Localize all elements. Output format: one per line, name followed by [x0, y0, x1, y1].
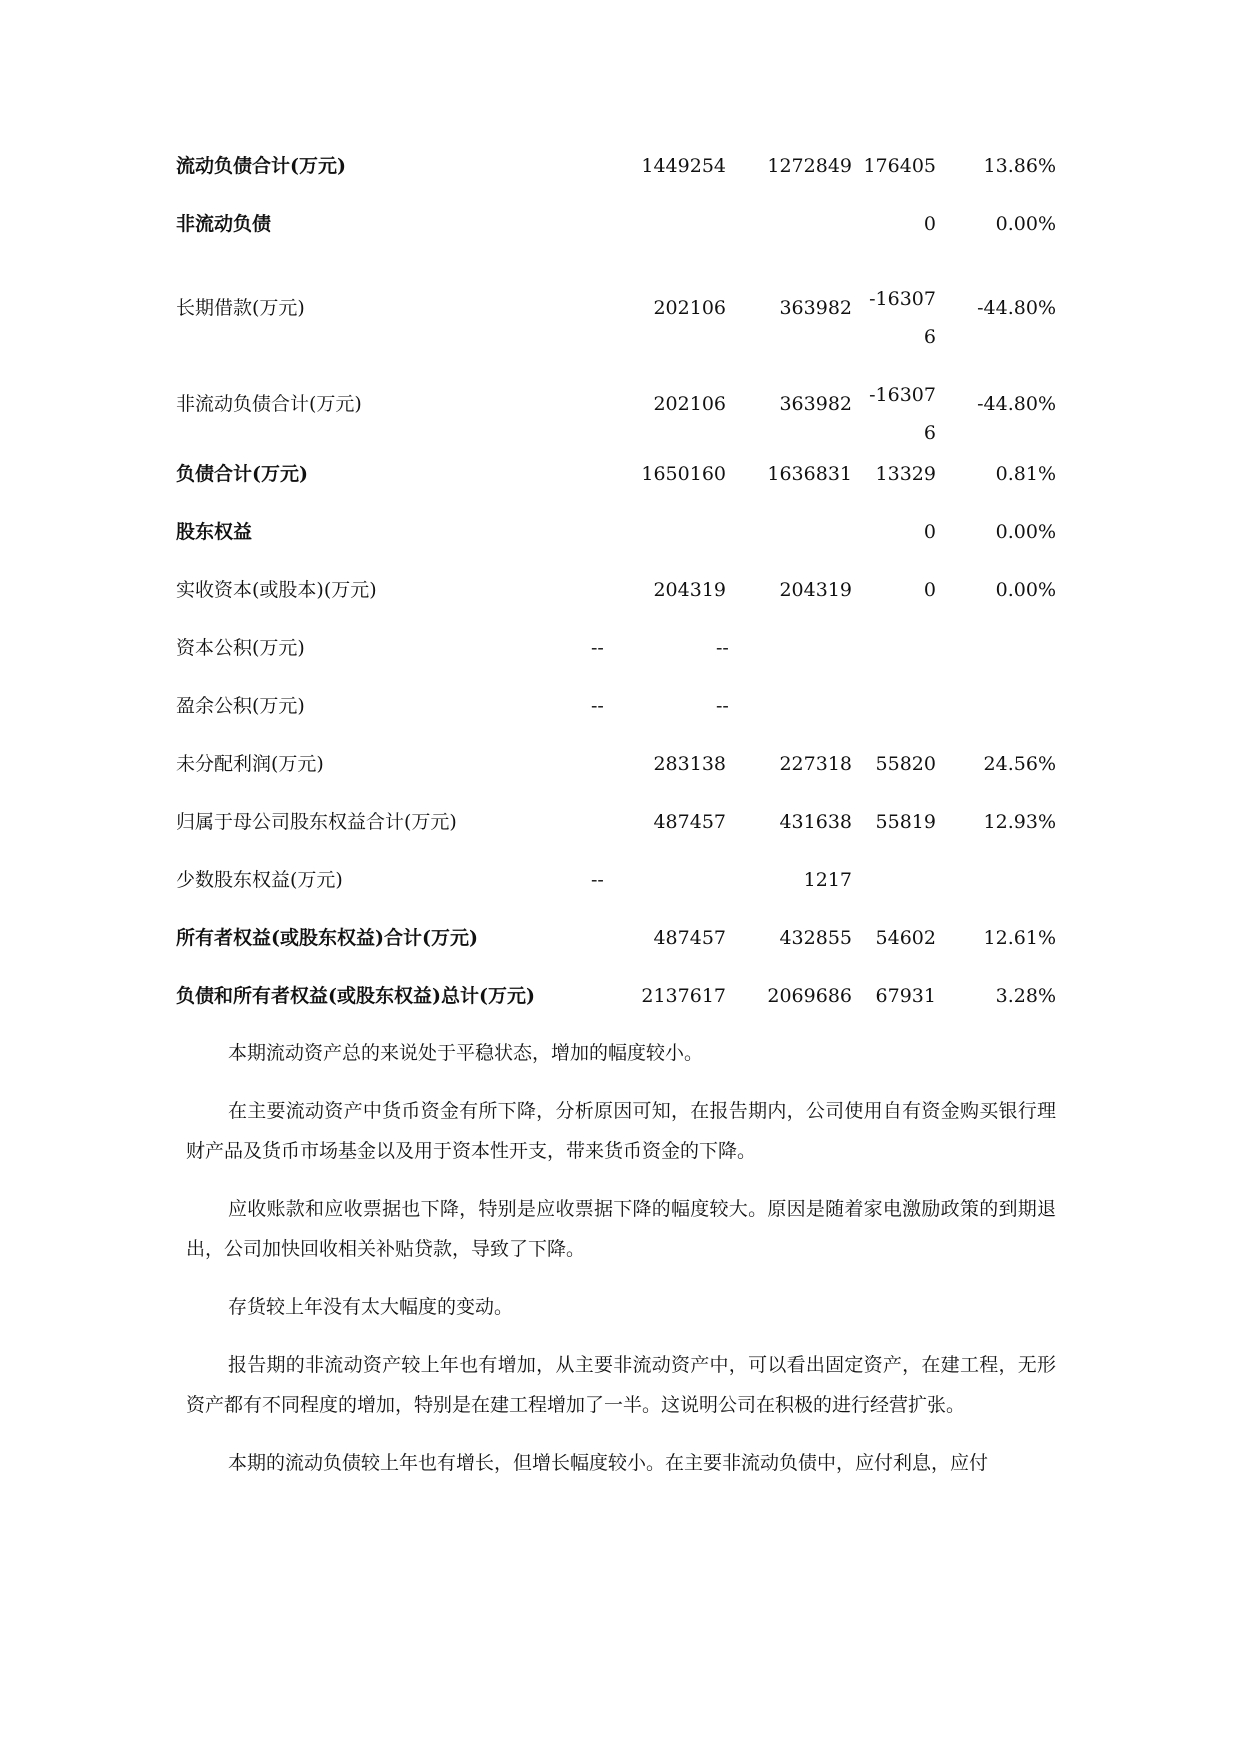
table-row	[176, 568, 1056, 626]
current-value: 1650160	[641, 463, 726, 485]
table-row	[176, 202, 1056, 260]
paragraph: 存货较上年没有太大幅度的变动。	[228, 1296, 514, 1318]
current-value: 487457	[653, 927, 726, 949]
prior-value: 363982	[779, 393, 852, 415]
row-label: 负债合计(万元)	[176, 463, 308, 485]
table-row	[176, 510, 1056, 568]
change-percent: -44.80%	[977, 297, 1056, 319]
prior-value: --	[716, 637, 729, 659]
table-row	[176, 144, 1056, 202]
change-value: 55820	[875, 753, 936, 775]
table-row	[176, 626, 1056, 684]
current-value: --	[591, 869, 604, 891]
current-value: --	[591, 695, 604, 717]
change-value: 0	[923, 521, 936, 543]
current-value: 204319	[653, 579, 726, 601]
current-value: 2137617	[641, 985, 726, 1007]
prior-value: 2069686	[767, 985, 852, 1007]
change-value: 13329	[875, 463, 936, 485]
change-percent: 0.00%	[995, 521, 1056, 543]
row-label: 归属于母公司股东权益合计(万元)	[176, 811, 457, 833]
row-label: 未分配利润(万元)	[176, 753, 324, 775]
table-row	[176, 684, 1056, 742]
paragraph: 本期的流动负债较上年也有增长，但增长幅度较小。在主要非流动负债中，应付利息，应付	[228, 1452, 989, 1474]
table-row	[176, 452, 1056, 510]
change-value: 0	[923, 213, 936, 235]
change-percent: 24.56%	[983, 753, 1056, 775]
prior-value: 227318	[779, 753, 852, 775]
table-row	[176, 260, 1056, 356]
row-label: 少数股东权益(万元)	[176, 869, 343, 891]
row-label: 资本公积(万元)	[176, 637, 305, 659]
change-value: 67931	[875, 985, 936, 1007]
row-label: 所有者权益(或股东权益)合计(万元)	[176, 927, 478, 949]
balance-sheet-table	[176, 144, 1056, 1032]
current-value: 1449254	[641, 155, 726, 177]
table-row	[176, 974, 1056, 1032]
change-value: 0	[923, 579, 936, 601]
current-value: 283138	[653, 753, 726, 775]
paragraph: 本期流动资产总的来说处于平稳状态，增加的幅度较小。	[228, 1042, 704, 1064]
change-percent: 13.86%	[983, 155, 1056, 177]
analysis-text	[186, 1033, 1056, 1501]
change-value: -163076	[869, 288, 936, 348]
table-row	[176, 356, 1056, 452]
row-label: 实收资本(或股本)(万元)	[176, 579, 377, 601]
table-row	[176, 916, 1056, 974]
current-value: --	[591, 637, 604, 659]
section-heading: 股东权益	[176, 521, 253, 543]
change-value: 55819	[875, 811, 936, 833]
prior-value: 1217	[803, 869, 852, 891]
row-label: 非流动负债合计(万元)	[176, 393, 362, 415]
change-percent: 12.93%	[983, 811, 1056, 833]
table-row	[176, 858, 1056, 916]
current-value: 202106	[653, 393, 726, 415]
prior-value: 431638	[779, 811, 852, 833]
section-heading: 非流动负债	[176, 213, 272, 235]
current-value: 487457	[653, 811, 726, 833]
prior-value: 363982	[779, 297, 852, 319]
change-value: -163076	[869, 384, 936, 444]
row-label: 盈余公积(万元)	[176, 695, 305, 717]
prior-value: 1636831	[767, 463, 852, 485]
change-percent: -44.80%	[977, 393, 1056, 415]
current-value: 202106	[653, 297, 726, 319]
prior-value: 204319	[779, 579, 852, 601]
change-percent: 3.28%	[995, 985, 1056, 1007]
prior-value: 1272849	[767, 155, 852, 177]
row-label: 负债和所有者权益(或股东权益)总计(万元)	[176, 985, 535, 1007]
prior-value: --	[716, 695, 729, 717]
paragraph: 在主要流动资产中货币资金有所下降，分析原因可知，在报告期内，公司使用自有资金购买银行理财产品及货币市场基金以及用于资本性开支，带来货币资金的下降。	[186, 1100, 1056, 1162]
paragraph: 报告期的非流动资产较上年也有增加，从主要非流动资产中，可以看出固定资产，在建工程，无形资产都有不同程度的增加，特别是在建工程增加了一半。这说明公司在积极的进行经营扩张。	[186, 1354, 1056, 1416]
table-row	[176, 800, 1056, 858]
row-label: 长期借款(万元)	[176, 297, 305, 319]
row-label: 流动负债合计(万元)	[176, 155, 346, 177]
change-percent: 0.00%	[995, 213, 1056, 235]
change-value: 54602	[875, 927, 936, 949]
prior-value: 432855	[779, 927, 852, 949]
change-percent: 12.61%	[983, 927, 1056, 949]
table-row	[176, 742, 1056, 800]
change-value: 176405	[863, 155, 936, 177]
change-percent: 0.00%	[995, 579, 1056, 601]
paragraph: 应收账款和应收票据也下降，特别是应收票据下降的幅度较大。原因是随着家电激励政策的到期退出，公司加快回收相关补贴贷款，导致了下降。	[186, 1198, 1056, 1260]
change-percent: 0.81%	[995, 463, 1056, 485]
